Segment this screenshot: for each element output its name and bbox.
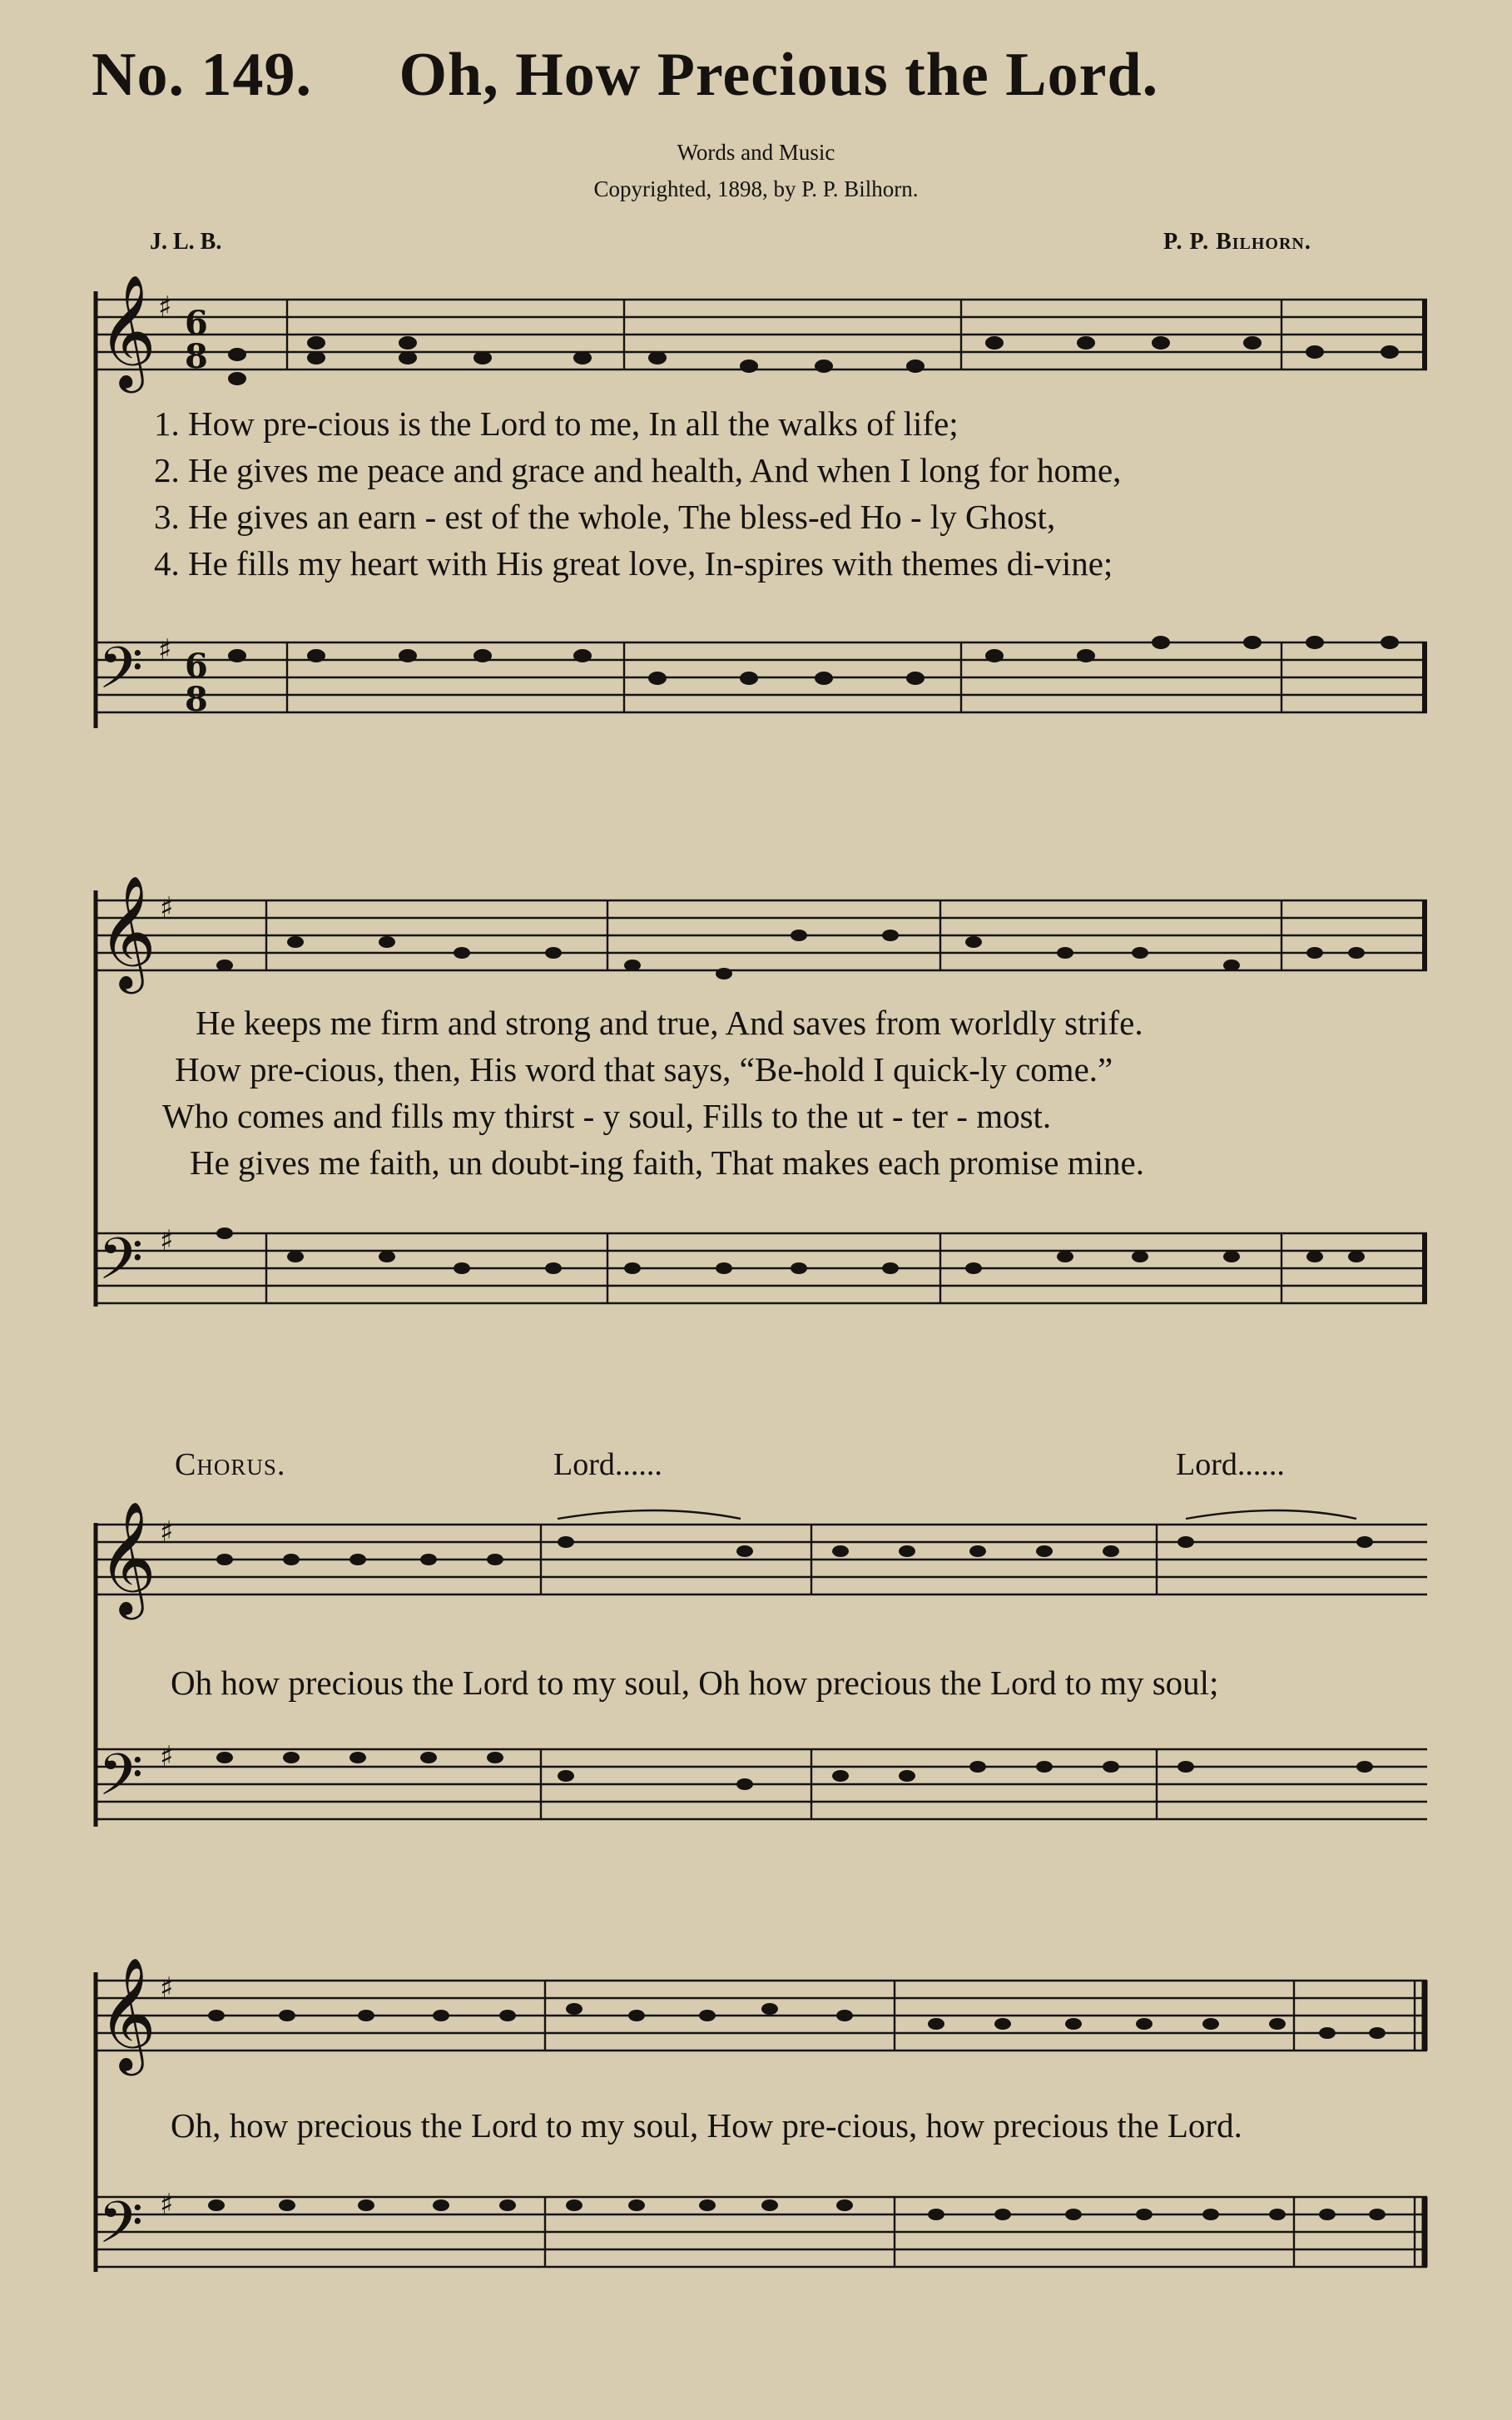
hymn-title: Oh, How Precious the Lord.: [399, 41, 1159, 109]
verse-3-line-1: 3. He gives an earn - est of the whole, The bless-ed Ho - ly Ghost,: [154, 498, 1056, 536]
verse-3-line-2: Who comes and fills my thirst - y soul, Fills to the ut - ter - most.: [162, 1097, 1052, 1135]
svg-text:♯: ♯: [158, 633, 172, 667]
verse-4-line-1: 4. He fills my heart with His great love, In-spires with themes di-vine;: [154, 544, 1113, 583]
copyright-line-1: Words and Music: [677, 140, 835, 165]
svg-text:8: 8: [185, 337, 208, 376]
chorus-label: Chorus.: [175, 1447, 286, 1482]
verse-1-line-1: 1. How pre-cious is the Lord to me, In all the walks of life;: [154, 404, 959, 443]
svg-text:𝄢: 𝄢: [98, 634, 144, 716]
svg-text:♯: ♯: [160, 1515, 174, 1549]
svg-text:♯: ♯: [160, 2188, 174, 2221]
svg-text:♯: ♯: [160, 891, 174, 925]
svg-text:6: 6: [185, 304, 208, 343]
svg-text:♯: ♯: [160, 1224, 174, 1257]
svg-text:𝄞: 𝄞: [98, 1500, 156, 1614]
composer-credit: P. P. Bilhorn.: [1163, 229, 1311, 255]
chorus-line-1: Oh how precious the Lord to my soul, Oh how precious the Lord to my soul;: [171, 1664, 1219, 1702]
verse-1-line-2: He keeps me firm and strong and true, And saves from worldly strife.: [196, 1004, 1143, 1042]
verse-2-line-1: 2. He gives me peace and grace and health, And when I long for home,: [154, 451, 1122, 489]
svg-text:𝄢: 𝄢: [98, 1225, 144, 1307]
verse-2-line-2: How pre-cious, then, His word that says, “Be-hold I quick-ly come.”: [175, 1050, 1113, 1089]
svg-text:𝄢: 𝄢: [98, 2189, 144, 2270]
svg-text:𝄢: 𝄢: [98, 1741, 144, 1822]
verse-4-line-2: He gives me faith, un doubt-ing faith, That makes each promise mine.: [190, 1143, 1144, 1182]
svg-text:𝄞: 𝄞: [98, 273, 156, 388]
svg-text:6: 6: [185, 647, 208, 686]
chorus-lord-label-1: Lord......: [553, 1447, 662, 1482]
svg-text:♯: ♯: [160, 1971, 174, 2005]
svg-text:8: 8: [185, 680, 208, 719]
svg-text:𝄞: 𝄞: [98, 1956, 156, 2070]
svg-text:♯: ♯: [158, 290, 172, 324]
chorus-line-2: Oh, how precious the Lord to my soul, How pre-cious, how precious the Lord.: [171, 2106, 1242, 2145]
svg-text:𝄞: 𝄞: [98, 874, 156, 989]
svg-text:♯: ♯: [160, 1740, 174, 1773]
hymn-number: No. 149.: [92, 41, 312, 109]
hymn-header: [92, 40, 1158, 111]
chorus-lord-label-2: Lord......: [1176, 1447, 1285, 1482]
copyright-line-2: Copyrighted, 1898, by P. P. Bilhorn.: [593, 176, 919, 201]
lyricist-credit: J. L. B.: [150, 229, 222, 255]
